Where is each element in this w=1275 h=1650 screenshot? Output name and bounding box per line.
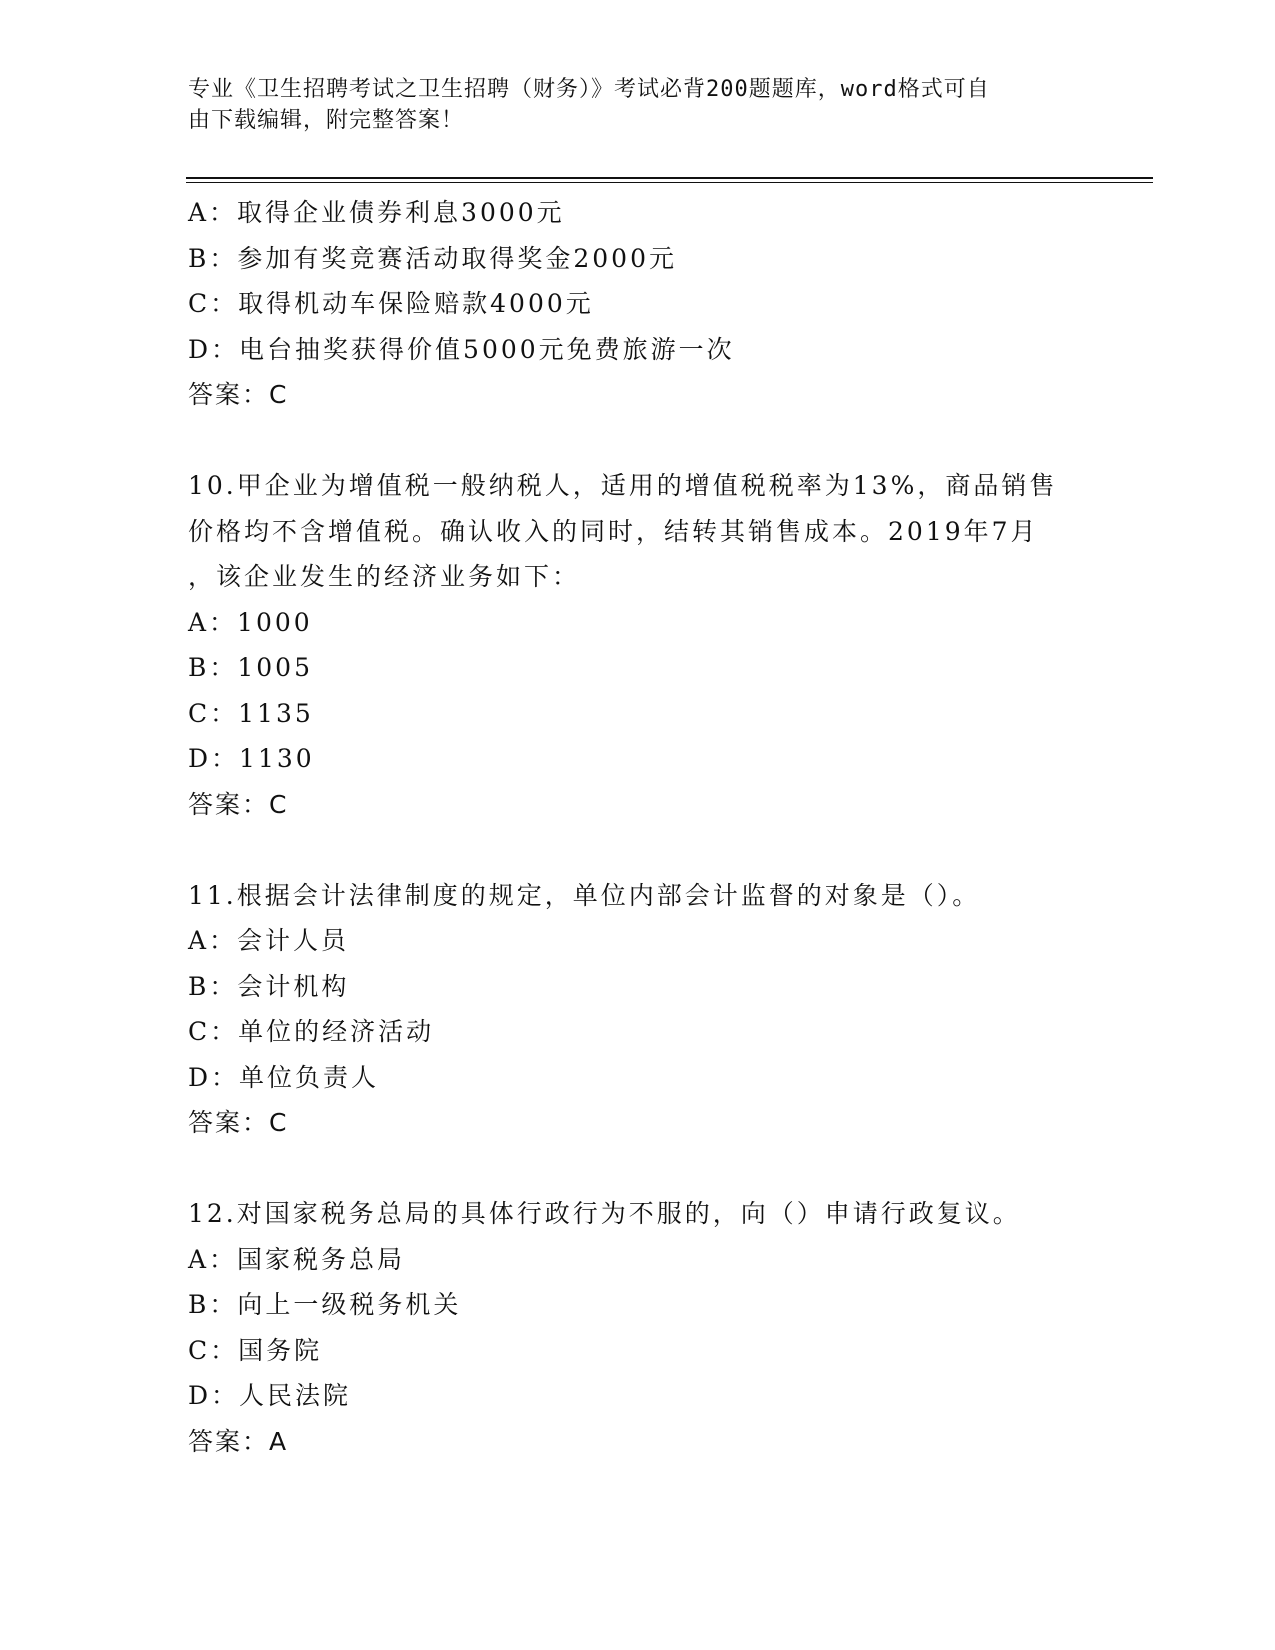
header-divider-thin [186,182,1153,183]
option-d: D：单位负责人 [188,1062,380,1092]
option-b: B：会计机构 [188,971,350,1001]
option-b: B：参加有奖竞赛活动取得奖金2000元 [188,243,677,273]
document-header [188,74,1068,136]
answer-line: 答案：C [188,789,289,819]
question-text-line-3: ，该企业发生的经济业务如下： [188,562,581,591]
question-text-line-2: 价格均不含增值税。确认收入的同时，结转其销售成本。2019年7月 [188,516,1039,546]
header-divider-thick [186,177,1153,179]
question-text-line-1: 12.对国家税务总局的具体行政行为不服的，向（）申请行政复议。 [188,1199,1021,1228]
answer-line: 答案：C [188,380,289,409]
question-11 [188,873,1068,1146]
option-b: B：向上一级税务机关 [188,1290,462,1319]
option-a: A：取得企业债券利息3000元 [188,198,565,227]
option-b: B：1005 [188,653,313,682]
header-line-2: 由下载编辑，附完整答案！ [188,108,465,133]
answer-line: 答案：A [188,1426,289,1456]
answer-line: 答案：C [188,1108,289,1137]
option-d: D：1130 [188,744,315,773]
spacer [188,827,1068,873]
question-text-line-1: 10.甲企业为增值税一般纳税人，适用的增值税税率为13%，商品销售 [188,471,1058,500]
option-a: A：会计人员 [188,926,350,955]
option-c: C：1135 [188,698,314,728]
question-9 [188,190,1068,418]
option-c: C：取得机动车保险赔款4000元 [188,289,594,318]
question-12 [188,1191,1068,1464]
spacer [188,418,1068,464]
option-d: D：电台抽奖获得价值5000元免费旅游一次 [188,334,735,364]
header-line-1: 专业《卫生招聘考试之卫生招聘（财务）》考试必背200题题库，word格式可自 [188,77,990,102]
question-list [188,190,1068,1464]
option-d: D：人民法院 [188,1381,352,1410]
option-a: A：国家税务总局 [188,1244,406,1274]
question-10 [188,463,1068,827]
question-text-line-1: 11.根据会计法律制度的规定，单位内部会计监督的对象是（）。 [188,880,981,910]
option-c: C：单位的经济活动 [188,1017,435,1046]
option-c: C：国务院 [188,1335,323,1365]
option-a: A：1000 [188,607,313,637]
spacer [188,1146,1068,1192]
